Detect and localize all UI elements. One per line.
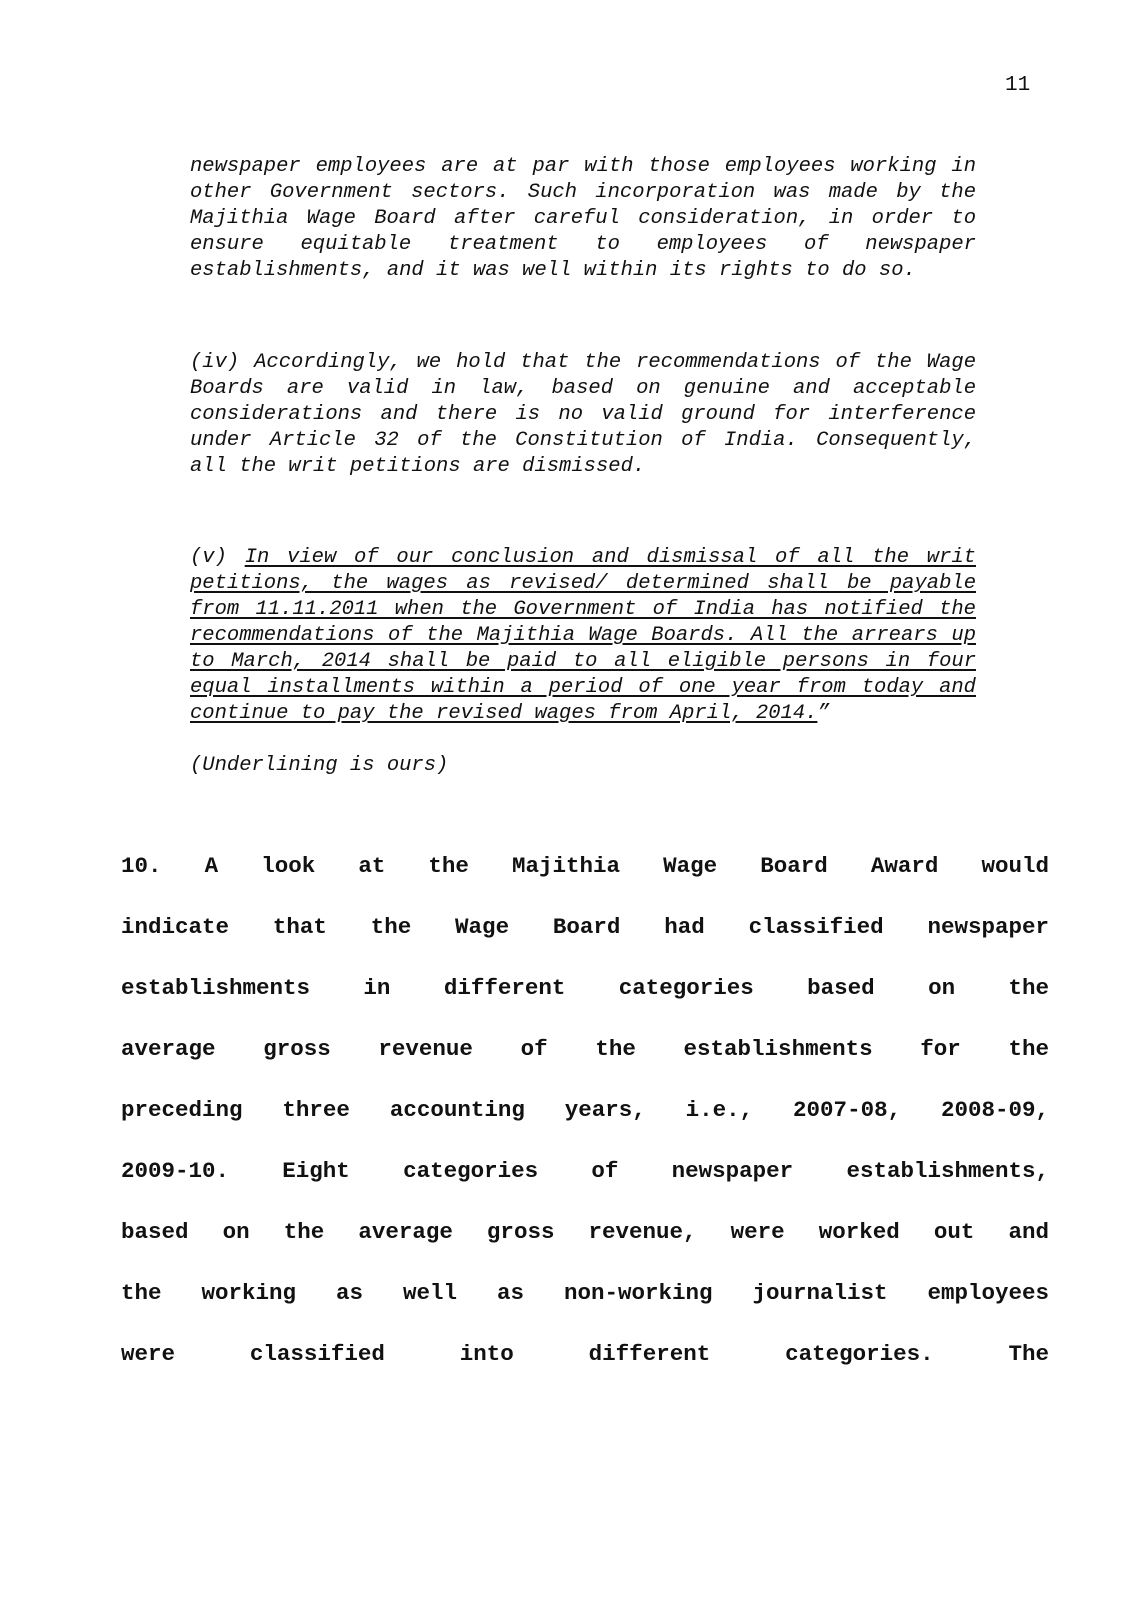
quoted-paragraph-iv: (iv) Accordingly, we hold that the recommendations of the Wage Boards are valid in law, based on genuine and acceptable considerations and there is no valid ground for interference under Article 32 of the Constitution of India. Consequently, all the writ petitions are dismissed. [190, 351, 976, 478]
paragraph-10-line: indicate that the Wage Board had classified newspaper [121, 914, 1049, 940]
quoted-paragraph-v-closing-quote: ” [817, 702, 830, 725]
quoted-paragraph-continuation: newspaper employees are at par with those employees working in other Government sectors. Such incorporation was made by the Majithia Wage Board after careful consideration, in order to ensure equitable treatment to employees of newspaper establishments, and it was well within its rights to do so. [190, 155, 976, 282]
paragraph-10-line: were classified into different categories. The [121, 1341, 1049, 1367]
paragraph-10-line: 10. A look at the Majithia Wage Board Award would [121, 853, 1049, 879]
underlining-note: (Underlining is ours) [190, 754, 449, 777]
page-number: 11 [1005, 74, 1031, 97]
paragraph-10-line: 2009-10. Eight categories of newspaper establishments, [121, 1158, 1049, 1184]
quoted-paragraph-v [190, 545, 976, 727]
paragraph-10 [121, 836, 1049, 1385]
paragraph-10-line: average gross revenue of the establishments for the [121, 1036, 1049, 1062]
paragraph-10-line: the working as well as non-working journalist employees [121, 1280, 1049, 1306]
paragraph-10-line: preceding three accounting years, i.e., 2007-08, 2008-09, [121, 1097, 1049, 1123]
paragraph-10-line: based on the average gross revenue, were worked out and [121, 1219, 1049, 1245]
quoted-paragraph-v-underlined: In view of our conclusion and dismissal of all the writ petitions, the wages as revised/ determined shall be payable from 11.11.2011 when the Government of India has notified the recommendations of the Majithia Wage Boards. All the arrears up to March, 2014 shall be paid to all eligible persons in four equal installments within a period of one year from today and continue to pay the revised wages from April, 2014. [190, 546, 976, 725]
quoted-paragraph-v-prefix: (v) [190, 546, 245, 569]
paragraph-10-line: establishments in different categories based on the [121, 975, 1049, 1001]
